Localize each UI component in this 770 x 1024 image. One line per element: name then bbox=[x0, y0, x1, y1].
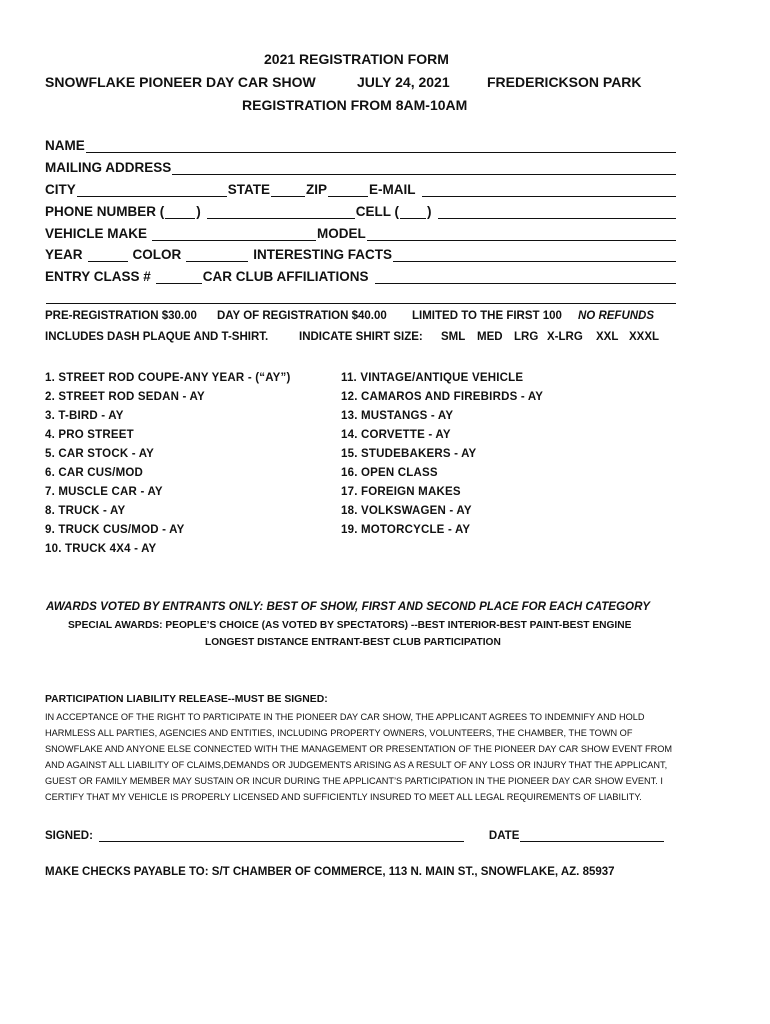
class-item: 6. CAR CUS/MOD bbox=[45, 467, 144, 479]
phone-row bbox=[45, 201, 677, 219]
class-item: 14. CORVETTE - AY bbox=[341, 429, 451, 441]
includes-notice: INCLUDES DASH PLAQUE AND T-SHIRT. bbox=[45, 331, 269, 343]
release-text-line: IN ACCEPTANCE OF THE RIGHT TO PARTICIPATE IN THE PIONEER DAY CAR SHOW, THE APPLICANT AGREES TO INDEMNIFY AND HOLD bbox=[45, 712, 645, 722]
event-location: FREDERICKSON PARK bbox=[487, 74, 642, 90]
state-label: STATE bbox=[227, 182, 271, 197]
city-field[interactable] bbox=[77, 182, 227, 197]
state-field[interactable] bbox=[271, 182, 305, 197]
registration-hours: REGISTRATION FROM 8AM-10AM bbox=[242, 97, 468, 113]
date-label: DATE bbox=[488, 830, 520, 842]
phone-number-label: PHONE NUMBER ( bbox=[45, 204, 165, 219]
class-item: 4. PRO STREET bbox=[45, 429, 134, 441]
model-field[interactable] bbox=[367, 226, 676, 241]
year-field[interactable] bbox=[88, 247, 128, 262]
shirt-size-xlrg[interactable]: X-LRG bbox=[547, 331, 583, 343]
car-club-label: CAR CLUB AFFILIATIONS bbox=[202, 269, 369, 284]
signature-row bbox=[45, 824, 665, 842]
city-state-zip-row bbox=[45, 179, 677, 197]
cell-label: CELL ( bbox=[355, 204, 400, 219]
extra-line-row bbox=[45, 286, 677, 304]
release-text-line: CERTIFY THAT MY VEHICLE IS PROPERLY LICENSED AND SUFFICIENTLY INSURED TO MEET ALL LEGAL REQUIREMENTS OF LIABILITY. bbox=[45, 792, 642, 802]
class-item: 17. FOREIGN MAKES bbox=[341, 486, 461, 498]
date-field[interactable] bbox=[520, 827, 664, 842]
release-text-line: AND AGAINST ALL LIABILITY OF CLAIMS,DEMANDS OR JUDGEMENTS ARISING AS A RESULT OF ANY LOSS OR INJURY THAT THE APPLICANT, bbox=[45, 760, 668, 770]
email-label: E-MAIL bbox=[369, 182, 416, 197]
year-color-row bbox=[45, 244, 677, 262]
cell-close-paren: ) bbox=[427, 204, 432, 219]
vehicle-make-field[interactable] bbox=[152, 226, 316, 241]
release-heading: PARTICIPATION LIABILITY RELEASE--MUST BE SIGNED: bbox=[45, 694, 328, 705]
longest-distance-line: LONGEST DISTANCE ENTRANT-BEST CLUB PARTICIPATION bbox=[205, 637, 501, 648]
class-item: 11. VINTAGE/ANTIQUE VEHICLE bbox=[341, 372, 524, 384]
class-item: 10. TRUCK 4X4 - AY bbox=[45, 543, 157, 555]
event-date: JULY 24, 2021 bbox=[357, 74, 450, 90]
class-item: 8. TRUCK - AY bbox=[45, 505, 126, 517]
signature-field[interactable] bbox=[99, 827, 464, 842]
release-text-line: SNOWFLAKE AND ANYONE ELSE CONNECTED WITH THE MANAGEMENT OR PRESENTATION OF THE PIONEER DAY CAR SHOW EVENT FROM bbox=[45, 744, 673, 754]
release-text-line: HARMLESS ALL PARTIES, AGENCIES AND ENTITIES, INCLUDING PROPERTY OWNERS, VOLUNTEERS, THE CHAMBER, THE TOWN OF bbox=[45, 728, 633, 738]
entry-class-label: ENTRY CLASS # bbox=[45, 269, 151, 284]
zip-label: ZIP bbox=[306, 182, 328, 197]
shirt-size-label: INDICATE SHIRT SIZE: bbox=[299, 331, 423, 343]
extra-line-field[interactable] bbox=[46, 289, 676, 304]
entry-class-row bbox=[45, 266, 677, 284]
class-item: 12. CAMAROS AND FIREBIRDS - AY bbox=[341, 391, 544, 403]
day-of-registration-price: DAY OF REGISTRATION $40.00 bbox=[217, 310, 387, 322]
year-label: YEAR bbox=[45, 247, 83, 262]
shirt-size-med[interactable]: MED bbox=[477, 331, 503, 343]
zip-field[interactable] bbox=[328, 182, 368, 197]
shirt-size-lrg[interactable]: LRG bbox=[514, 331, 539, 343]
cell-number-field[interactable] bbox=[438, 204, 676, 219]
awards-voted-line: AWARDS VOTED BY ENTRANTS ONLY: BEST OF SHOW, FIRST AND SECOND PLACE FOR EACH CATEGORY bbox=[46, 600, 650, 613]
class-item: 13. MUSTANGS - AY bbox=[341, 410, 454, 422]
color-field[interactable] bbox=[186, 247, 248, 262]
shirt-size-xxl[interactable]: XXL bbox=[596, 331, 619, 343]
special-awards-line: SPECIAL AWARDS: PEOPLE’S CHOICE (AS VOTED BY SPECTATORS) --BEST INTERIOR-BEST PAINT-BEST ENGINE bbox=[68, 620, 632, 631]
class-item: 3. T-BIRD - AY bbox=[45, 410, 124, 422]
email-field[interactable] bbox=[422, 182, 676, 197]
class-item: 5. CAR STOCK - AY bbox=[45, 448, 155, 460]
release-text-line: GUEST OR FAMILY MEMBER MAY SUSTAIN OR INCUR DURING THE APPLICANT’S PARTICIPATION IN THE PIONEER DAY CAR SHOW EVENT. I bbox=[45, 776, 663, 786]
class-item: 2. STREET ROD SEDAN - AY bbox=[45, 391, 205, 403]
model-label: MODEL bbox=[317, 226, 366, 241]
no-refunds-notice: NO REFUNDS bbox=[578, 310, 655, 322]
class-item: 9. TRUCK CUS/MOD - AY bbox=[45, 524, 185, 536]
name-field[interactable] bbox=[86, 138, 676, 153]
class-item: 16. OPEN CLASS bbox=[341, 467, 438, 479]
class-item: 15. STUDEBAKERS - AY bbox=[341, 448, 477, 460]
shirt-size-sml[interactable]: SML bbox=[441, 331, 466, 343]
entry-class-field[interactable] bbox=[156, 269, 202, 284]
class-item: 7. MUSCLE CAR - AY bbox=[45, 486, 163, 498]
phone-number-field[interactable] bbox=[207, 204, 355, 219]
car-club-field[interactable] bbox=[375, 269, 676, 284]
class-item: 18. VOLKSWAGEN - AY bbox=[341, 505, 472, 517]
color-label: COLOR bbox=[132, 247, 182, 262]
phone-area-code-field[interactable] bbox=[165, 204, 195, 219]
interesting-facts-field[interactable] bbox=[393, 247, 676, 262]
checks-payable-line: MAKE CHECKS PAYABLE TO: S/T CHAMBER OF COMMERCE, 113 N. MAIN ST., SNOWFLAKE, AZ. 85937 bbox=[45, 866, 615, 878]
city-label: CITY bbox=[45, 182, 76, 197]
cell-area-code-field[interactable] bbox=[400, 204, 426, 219]
class-item: 19. MOTORCYCLE - AY bbox=[341, 524, 471, 536]
interesting-facts-label: INTERESTING FACTS bbox=[253, 247, 393, 262]
pre-registration-price: PRE-REGISTRATION $30.00 bbox=[45, 310, 197, 322]
name-row bbox=[45, 135, 677, 153]
form-title: 2021 REGISTRATION FORM bbox=[264, 51, 449, 67]
vehicle-row bbox=[45, 223, 677, 241]
signed-label: SIGNED: bbox=[45, 830, 93, 842]
limited-notice: LIMITED TO THE FIRST 100 bbox=[412, 310, 562, 322]
vehicle-make-label: VEHICLE MAKE bbox=[45, 226, 148, 241]
class-item: 1. STREET ROD COUPE-ANY YEAR - (“AY”) bbox=[45, 372, 291, 384]
event-name: SNOWFLAKE PIONEER DAY CAR SHOW bbox=[45, 74, 316, 90]
mailing-address-row bbox=[45, 157, 677, 175]
mailing-address-label: MAILING ADDRESS bbox=[45, 160, 172, 175]
shirt-size-xxxl[interactable]: XXXL bbox=[629, 331, 660, 343]
mailing-address-field[interactable] bbox=[172, 160, 676, 175]
name-label: NAME bbox=[45, 138, 85, 153]
phone-close-paren: ) bbox=[196, 204, 201, 219]
